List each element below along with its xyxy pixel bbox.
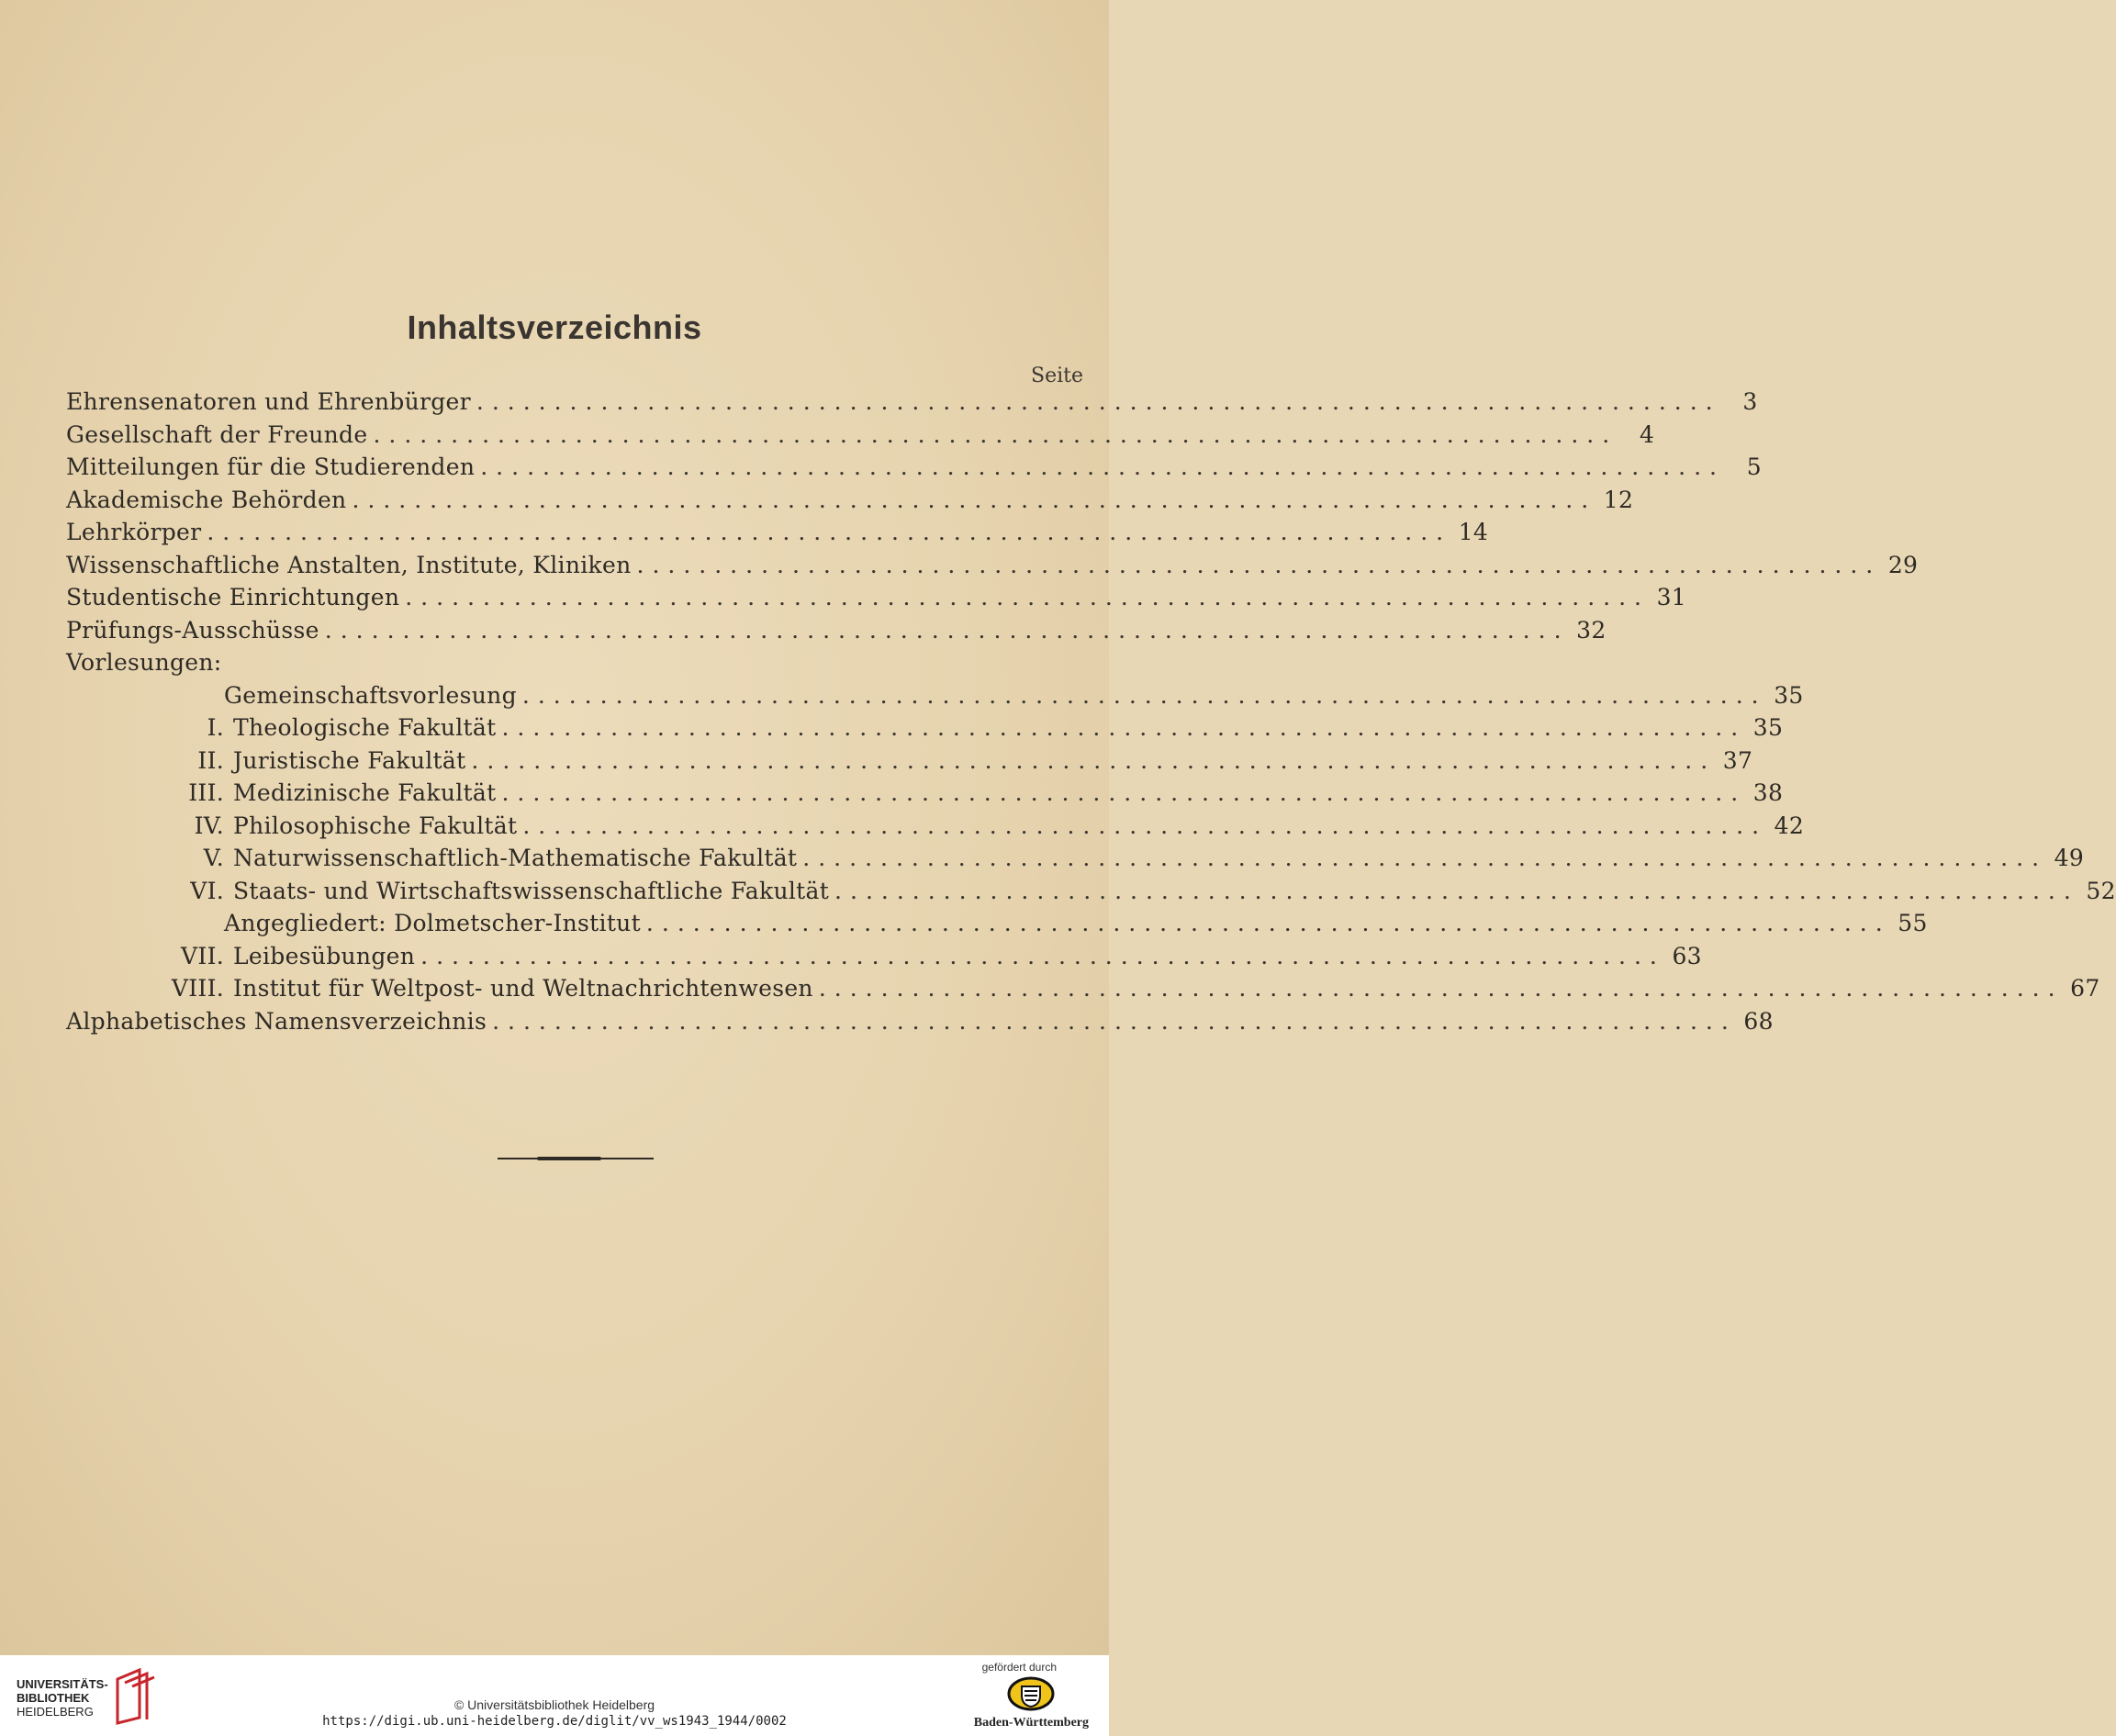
toc-entry xyxy=(66,679,1804,712)
toc-entry xyxy=(66,810,1805,843)
funded-by-label: gefördert durch xyxy=(981,1661,1057,1674)
toc-leader-dots: ................................................................................ xyxy=(522,812,1768,839)
toc-entry-page: 52 xyxy=(2086,877,2116,904)
toc-entry-page: 31 xyxy=(1656,584,1686,610)
toc-entry xyxy=(66,940,1702,973)
toc-entry xyxy=(66,972,2100,1005)
toc-entry-label: Alphabetisches Namensverzeichnis xyxy=(66,1007,487,1035)
toc-entry xyxy=(66,451,1762,484)
toc-leader-dots: ................................................................................ xyxy=(636,551,1882,578)
toc-entry-number: VI. xyxy=(190,877,224,904)
toc-leader-dots: ................................................................................ xyxy=(405,584,1650,610)
page-column-header: Seite xyxy=(1031,364,1083,387)
toc-leader-dots: ................................................................................ xyxy=(324,616,1570,644)
toc-leader-dots: ................................................................................ xyxy=(818,975,2064,1002)
toc-entry-label: Theologische Fakultät xyxy=(233,714,497,741)
toc-entry-label: Medizinische Fakultät xyxy=(233,779,497,806)
toc-entry xyxy=(66,777,1784,810)
toc-entry-label: Naturwissenschaftlich-Mathematische Fakultät xyxy=(233,845,798,871)
toc-entry-label: Angegliedert: Dolmetscher-Institut xyxy=(224,910,641,936)
toc-leader-dots: ................................................................................ xyxy=(420,942,1665,969)
toc-entry-page: 32 xyxy=(1576,616,1607,644)
toc-entry xyxy=(66,842,2085,875)
toc-entry-page: 14 xyxy=(1458,519,1489,545)
toc-entry-page: 35 xyxy=(1774,681,1804,709)
toc-entry-page: 38 xyxy=(1752,779,1784,806)
toc-leader-dots: ................................................................................ xyxy=(207,519,1452,545)
permalink-url[interactable]: https://digi.ub.uni-heidelberg.de/diglit/vv_ws1943_1944/0002 xyxy=(322,1714,787,1729)
toc-leader-dots: ................................................................................ xyxy=(492,1007,1737,1035)
toc-entry-page: 42 xyxy=(1774,812,1805,839)
toc-entry-page: 35 xyxy=(1752,714,1784,741)
toc-entry-page: 67 xyxy=(2070,975,2100,1002)
toc-entry-page: 29 xyxy=(1887,551,1919,578)
toc-leader-dots: ................................................................................ xyxy=(645,910,1891,936)
toc-entry xyxy=(66,745,1753,778)
copyright-notice: © Universitätsbibliothek Heidelberg xyxy=(453,1697,655,1712)
toc-entry-label: Studentische Einrichtungen xyxy=(66,584,400,610)
library-name-line3: HEIDELBERG xyxy=(17,1705,94,1719)
toc-entry xyxy=(66,711,1784,745)
toc-entry-label: Wissenschaftliche Anstalten, Institute, Kliniken xyxy=(66,551,632,578)
toc-entry xyxy=(66,1005,1774,1038)
toc-entry-label: Gesellschaft der Freunde xyxy=(66,420,368,448)
toc-leader-dots: ................................................................................ xyxy=(352,486,1597,513)
toc-entry-label: Staats- und Wirtschaftswissenschaftliche Fakultät xyxy=(233,877,830,904)
toc-entry-label: Juristische Fakultät xyxy=(233,746,466,774)
toc-leader-dots: ................................................................................ xyxy=(471,746,1717,774)
toc-entry-label: Vorlesungen: xyxy=(66,649,222,676)
library-name-line1: UNIVERSITÄTS- xyxy=(17,1677,108,1691)
toc-entry-number: IV. xyxy=(194,812,224,839)
divider-rule-center xyxy=(537,1157,601,1160)
toc-leader-dots: ................................................................................ xyxy=(501,714,1747,741)
toc-entry-label: Leibesübungen xyxy=(233,942,416,969)
toc-entry-page: 37 xyxy=(1722,746,1753,774)
toc-leader-dots: ................................................................................ xyxy=(834,877,2079,904)
toc-entry-page: 49 xyxy=(2054,845,2085,871)
toc-entry-page: 5 xyxy=(1746,454,1762,480)
toc-entry xyxy=(66,516,1489,549)
toc-entry xyxy=(66,549,1919,582)
toc-entry xyxy=(66,907,1928,940)
toc-entry-page: 12 xyxy=(1603,486,1634,513)
toc-leader-dots: ................................................................................ xyxy=(501,779,1747,806)
toc-entry xyxy=(66,581,1686,614)
toc-entry-number: VIII. xyxy=(171,975,224,1002)
toc-entry xyxy=(66,614,1607,647)
toc-entry-page: 4 xyxy=(1639,420,1655,448)
toc-leader-dots: ................................................................................ xyxy=(521,681,1767,709)
toc-entry-number: II. xyxy=(197,746,224,774)
toc-entry-page: 63 xyxy=(1672,942,1702,969)
toc-entry-label: Lehrkörper xyxy=(66,519,202,545)
toc-entry-label: Philosophische Fakultät xyxy=(233,812,518,839)
page-title: Inhaltsverzeichnis xyxy=(407,308,702,346)
toc-entry-number: VII. xyxy=(181,942,224,969)
baden-wuerttemberg-coat-of-arms-icon xyxy=(1007,1675,1055,1712)
library-name-line2: BIBLIOTHEK xyxy=(17,1691,90,1705)
toc-leader-dots: ................................................................................ xyxy=(480,454,1725,480)
toc-entry-label: Gemeinschaftsvorlesung xyxy=(224,681,517,709)
toc-entry xyxy=(66,484,1634,517)
viewer-footer xyxy=(0,1655,1109,1736)
toc-entry-number: III. xyxy=(188,779,224,806)
toc-entry-label: Institut für Weltpost- und Weltnachrichtenwesen xyxy=(233,975,813,1002)
toc-entry-label: Prüfungs-Ausschüsse xyxy=(66,616,319,644)
toc-entry-page: 68 xyxy=(1743,1007,1774,1035)
toc-leader-dots: ................................................................................ xyxy=(476,388,1721,415)
toc-entry-number: I. xyxy=(207,714,224,741)
toc-entry xyxy=(66,386,1758,419)
toc-entry-label: Mitteilungen für die Studierenden xyxy=(66,454,476,480)
toc-leader-dots: ................................................................................ xyxy=(373,420,1618,448)
toc-entry-page: 3 xyxy=(1742,388,1758,415)
toc-entry xyxy=(66,875,2116,908)
toc-leader-dots: ................................................................................ xyxy=(802,845,2048,871)
table-of-contents xyxy=(66,386,2116,1037)
toc-entry-label: Akademische Behörden xyxy=(66,486,347,513)
funder-name: Baden-Württemberg xyxy=(973,1716,1089,1730)
toc-entry-number: V. xyxy=(203,845,224,871)
toc-entry xyxy=(66,419,1655,452)
toc-entry xyxy=(66,646,1083,679)
toc-entry-label: Ehrensenatoren und Ehrenbürger xyxy=(66,388,471,415)
toc-entry-page: 55 xyxy=(1898,910,1928,936)
